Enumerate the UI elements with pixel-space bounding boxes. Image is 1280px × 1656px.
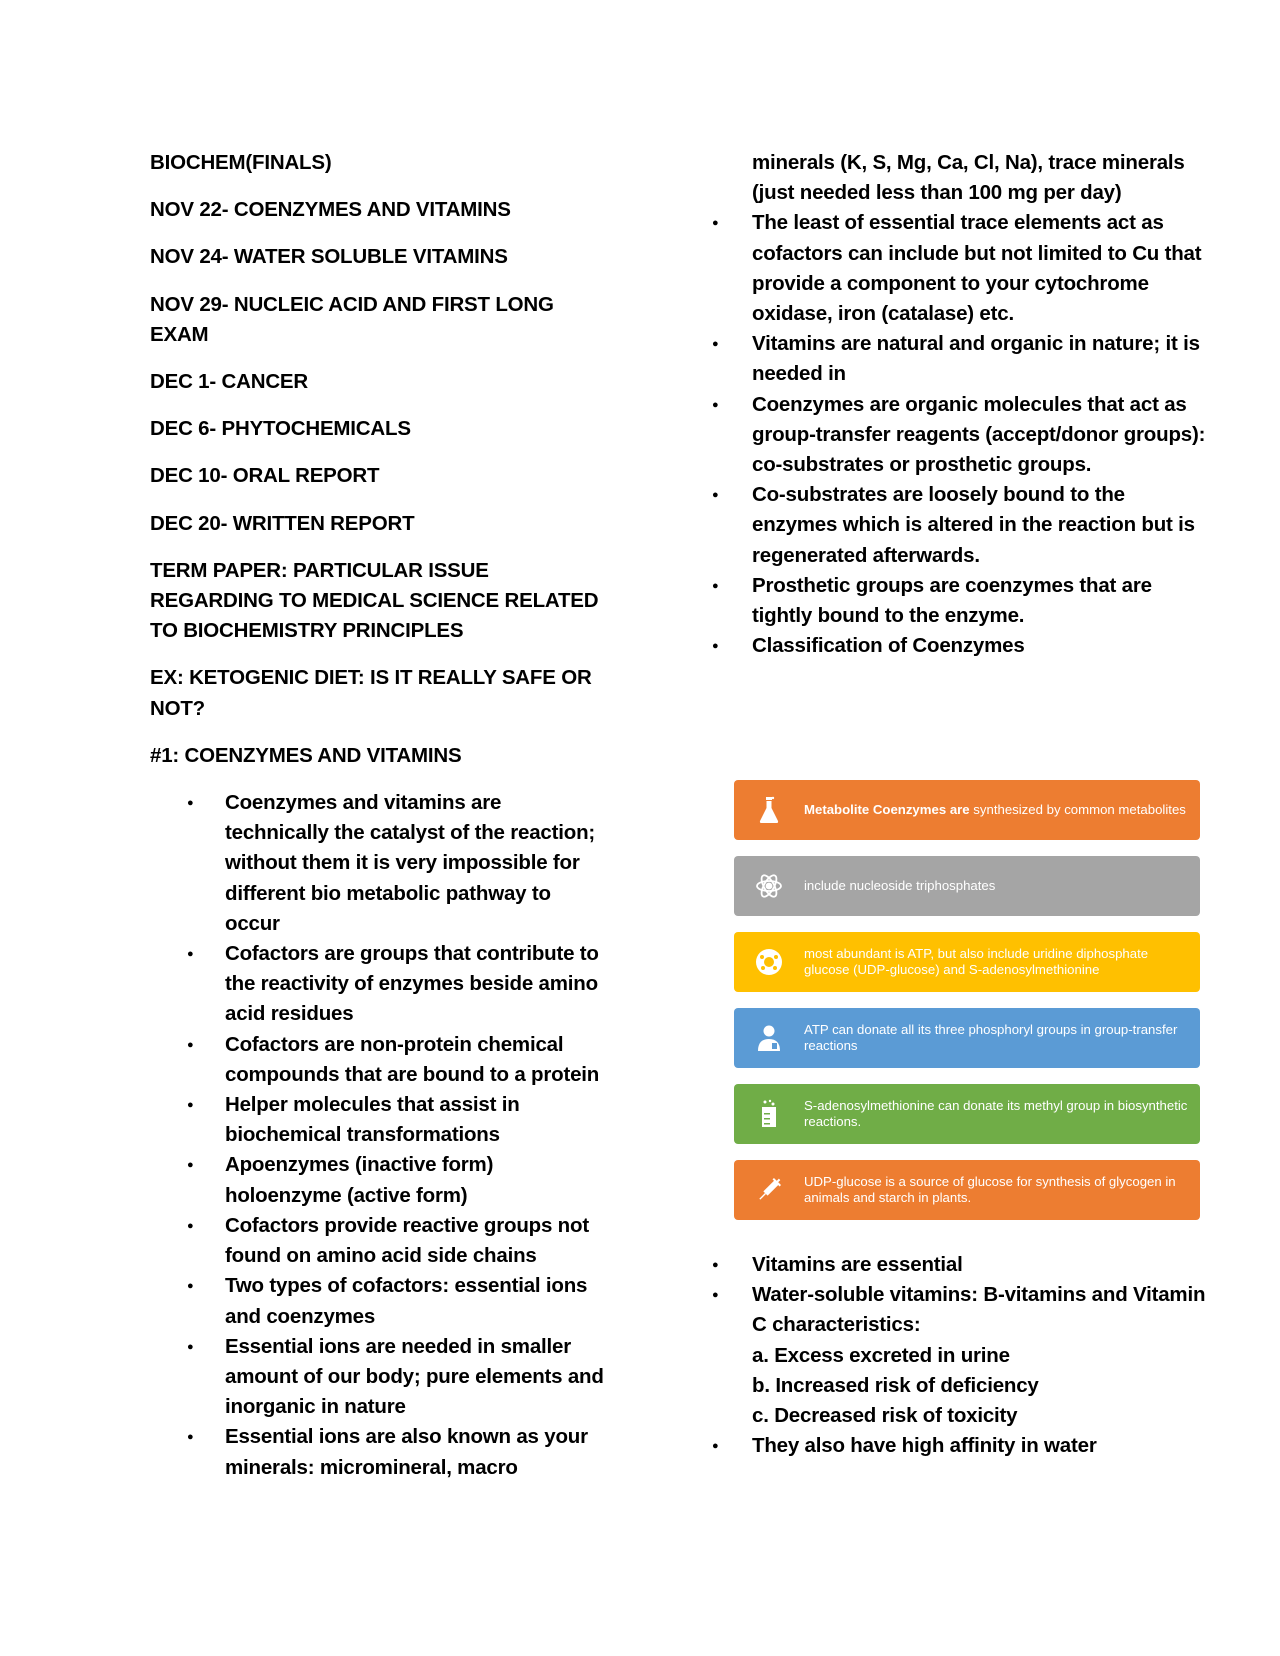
schedule-line: DEC 20- WRITTEN REPORT — [150, 511, 415, 535]
list-item: ● Essential ions are needed in smaller amount of our body; pure elements and inorganic in nature — [150, 1332, 605, 1423]
list-item: ● Cofactors are non-protein chemical compounds that are bound to a protein — [150, 1030, 605, 1090]
bullet-list — [150, 788, 605, 1483]
diagram-box — [734, 1084, 1200, 1144]
schedule-line: DEC 1- CANCER — [150, 370, 308, 394]
atom-icon — [734, 871, 804, 901]
list-item: ● Cofactors provide reactive groups not found on amino acid side chains — [150, 1211, 605, 1271]
term-paper-note: TERM PAPER: PARTICULAR ISSUE REGARDING TO MEDICAL SCIENCE RELATED TO BIOCHEMISTRY PRINCIPLES — [150, 558, 599, 643]
diagram-box — [734, 932, 1200, 992]
list-item-main: ● Water-soluble vitamins: B-vitamins and Vitamin C characteristics: — [752, 1283, 1206, 1337]
diagram-box-text: S-adenosylmethionine can donate its methyl group in biosynthetic reactions. — [804, 1098, 1188, 1129]
diagram-box-text: include nucleoside triphosphates — [804, 878, 996, 893]
beaker-icon — [734, 1099, 804, 1129]
diagram-box — [734, 1160, 1200, 1220]
bullet-list — [710, 208, 1210, 661]
right-column-lower — [710, 1250, 1210, 1461]
list-item: ● Helper molecules that assist in biochemical transformations — [150, 1090, 605, 1150]
doc-title: BIOCHEM(FINALS) — [150, 151, 332, 174]
right-column — [710, 148, 1210, 661]
diagram-box — [734, 1008, 1200, 1068]
schedule-line: DEC 10- ORAL REPORT — [150, 464, 380, 488]
list-item: ● Classification of Coenzymes — [710, 631, 1210, 661]
list-item — [710, 1280, 1210, 1431]
list-item: ● They also have high affinity in water — [710, 1431, 1210, 1461]
list-item: ● Coenzymes are organic molecules that act as group-transfer reagents (accept/donor groups): co-substrates or prosthetic groups. — [710, 390, 1210, 481]
cell-icon — [734, 947, 804, 977]
example-note: EX: KETOGENIC DIET: IS IT REALLY SAFE OR NOT? — [150, 666, 592, 720]
section-heading: #1: COENZYMES AND VITAMINS — [150, 743, 462, 767]
sub-item: c. Decreased risk of toxicity — [752, 1404, 1018, 1428]
syringe-icon — [734, 1175, 804, 1205]
sub-item: a. Excess excreted in urine — [752, 1343, 1010, 1367]
schedule-line: NOV 29- NUCLEIC ACID AND FIRST LONG EXAM — [150, 292, 554, 346]
scientist-icon — [734, 1023, 804, 1053]
list-item: ● Vitamins are essential — [710, 1250, 1210, 1280]
list-item: ● Cofactors are groups that contribute to the reactivity of enzymes beside amino acid residues — [150, 939, 605, 1030]
diagram-box — [734, 856, 1200, 916]
schedule-line: NOV 22- COENZYMES AND VITAMINS — [150, 198, 511, 222]
diagram-box-text: most abundant is ATP, but also include uridine diphosphate glucose (UDP-glucose) and S-adenosylmethionine — [804, 946, 1149, 977]
list-item: ● Apoenzymes (inactive form) holoenzyme (active form) — [150, 1150, 605, 1210]
diagram-box-text: UDP-glucose is a source of glucose for synthesis of glycogen in animals and starch in plants. — [804, 1174, 1176, 1205]
diagram-box-bold: Metabolite Coenzymes are — [804, 802, 970, 817]
diagram-box-text: ATP can donate all its three phosphoryl groups in group-transfer reactions — [804, 1022, 1178, 1053]
left-column — [150, 148, 605, 1483]
list-item: ● Co-substrates are loosely bound to the enzymes which is altered in the reaction but is regenerated afterwards. — [710, 480, 1210, 571]
continued-text: minerals (K, S, Mg, Ca, Cl, Na), trace minerals (just needed less than 100 mg per day) — [752, 151, 1185, 205]
list-item: ● Coenzymes and vitamins are technically the catalyst of the reaction; without them it is very impossible for different bio metabolic pathway to occur — [150, 788, 605, 939]
list-item: ● Essential ions are also known as your minerals: micromineral, macro — [150, 1422, 605, 1482]
sub-item: b. Increased risk of deficiency — [752, 1373, 1039, 1397]
list-item: ● Vitamins are natural and organic in nature; it is needed in — [710, 329, 1210, 389]
list-item: ● Two types of cofactors: essential ions and coenzymes — [150, 1271, 605, 1331]
coenzyme-classification-diagram — [734, 780, 1200, 1225]
schedule-line: NOV 24- WATER SOLUBLE VITAMINS — [150, 245, 508, 269]
bullet-list — [710, 1250, 1210, 1461]
flask-icon — [734, 795, 804, 825]
diagram-box — [734, 780, 1200, 840]
diagram-box-text: synthesized by common metabolites — [969, 802, 1186, 817]
list-item: ● The least of essential trace elements act as cofactors can include but not limited to Cu that provide a component to your cytochrome oxidase, iron (catalase) etc. — [710, 208, 1210, 329]
schedule-line: DEC 6- PHYTOCHEMICALS — [150, 417, 411, 441]
list-item: ● Prosthetic groups are coenzymes that are tightly bound to the enzyme. — [710, 571, 1210, 631]
